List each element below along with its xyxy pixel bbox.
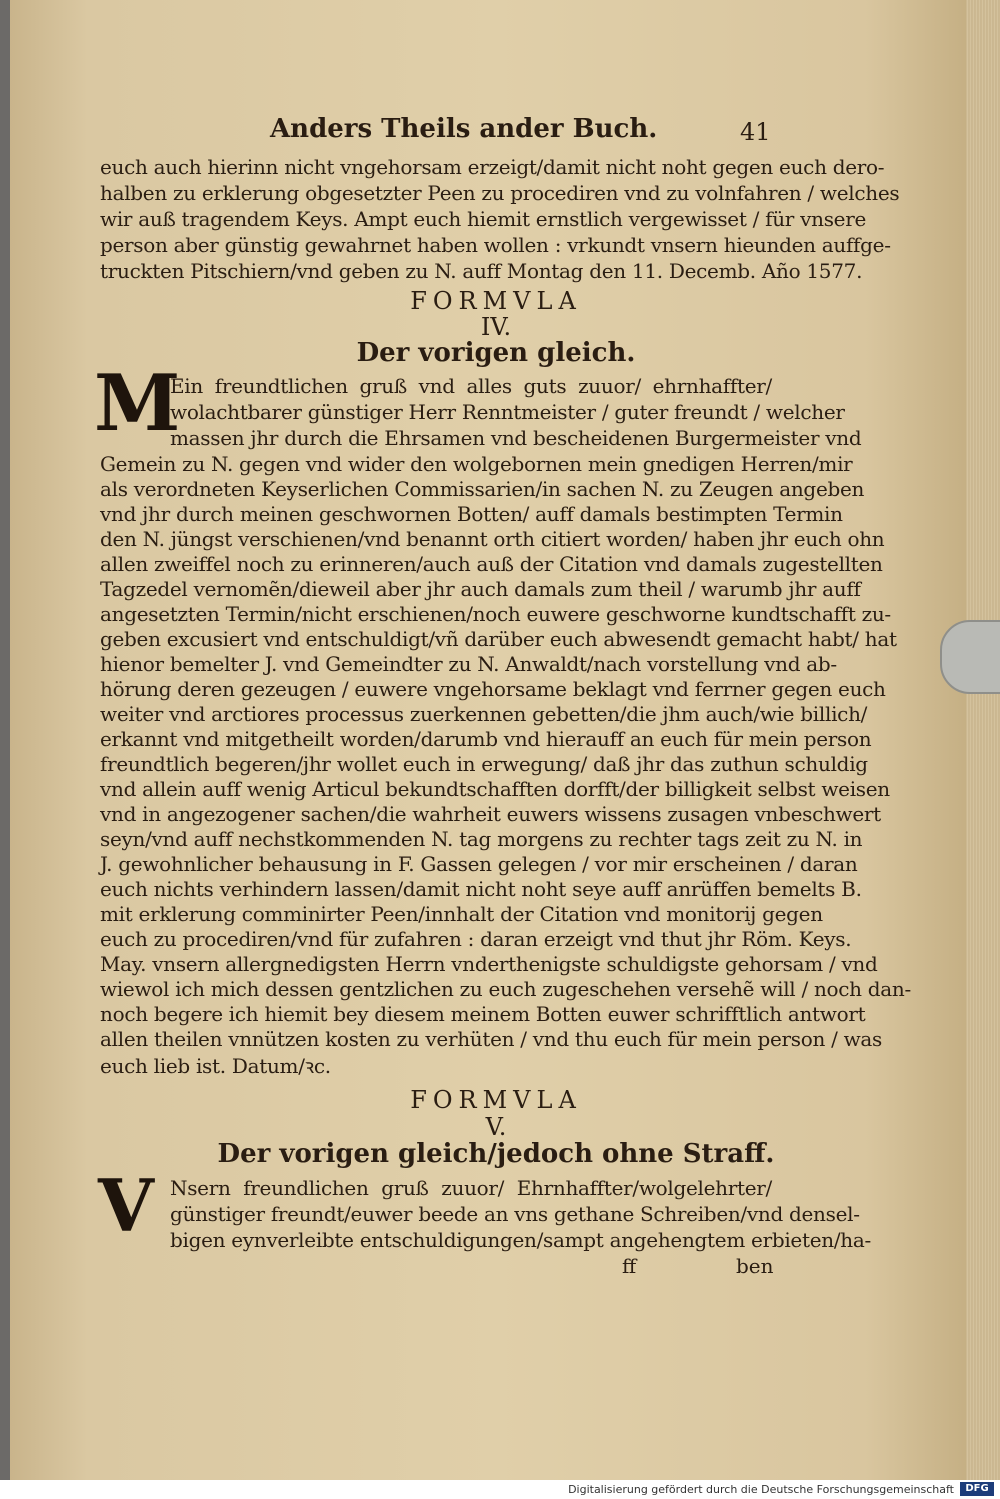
formula-4-line: wiewol ich mich dessen gentzlichen zu euch zugeschehen versehẽ will / noch dan- [100, 977, 911, 1001]
book-page [10, 0, 982, 1480]
formula-5-line: bigen eynverleibte entschuldigungen/sampt angehengtem erbieten/ha- [170, 1228, 871, 1252]
intro-line: wir auß tragendem Keys. Ampt euch hiemit ernstlich vergewisset / für vnsere [100, 207, 866, 231]
footer-bar [0, 1480, 1000, 1499]
formula-4-number: IV. [480, 313, 512, 341]
formula-4-line: Ein freundtlichen gruß vnd alles guts zuuor/ ehrnhaffter/ [170, 374, 772, 398]
intro-line: euch auch hierinn nicht vngehorsam erzeigt/damit nicht noht gegen euch dero- [100, 155, 885, 179]
formula-5-title: FORMVLA [410, 1086, 582, 1114]
formula-4-line: vnd in angezogener sachen/die wahrheit euwers wissens zusagen vnbeschwert [100, 802, 881, 826]
formula-4-line: vnd allein auff wenig Articul bekundtschafften dorfft/der billigkeit selbst weisen [100, 777, 890, 801]
formula-4-line: Tagzedel vernomẽn/dieweil aber jhr auch damals zum theil / warumb jhr auff [100, 577, 861, 601]
intro-line: truckten Pitschiern/vnd geben zu N. auff Montag den 11. Decemb. Año 1577. [100, 259, 863, 283]
formula-4-line: noch begere ich hiemit bey diesem meinem Botten euwer schrifftlich antwort [100, 1002, 866, 1026]
formula-4-line: geben excusiert vnd entschuldigt/vñ darüber euch abwesendt gemacht habt/ hat [100, 627, 897, 651]
formula-4-line: als verordneten Keyserlichen Commissarien/in sachen N. zu Zeugen angeben [100, 477, 865, 501]
formula-4-line: mit erklerung comminirter Peen/innhalt der Citation vnd monitorij gegen [100, 902, 823, 926]
formula-4-line: den N. jüngst verschienen/vnd benannt orth citiert worden/ haben jhr euch ohn [100, 527, 885, 551]
formula-4-line: wolachtbarer günstiger Herr Renntmeister / guter freundt / welcher [170, 400, 845, 424]
formula-4-line: freundtlich begeren/jhr wollet euch in erwegung/ daß jhr das zuthun schuldig [100, 752, 868, 776]
intro-line: halben zu erklerung obgesetzter Peen zu procediren vnd zu volnfahren / welches [100, 181, 900, 205]
formula-4-line: seyn/vnd auff nechstkommenden N. tag morgens zu rechter tags zeit zu N. in [100, 827, 863, 851]
book-clasp-tab [940, 620, 1000, 694]
formula-4-line: euch nichts verhindern lassen/damit nicht noht seye auff anrüffen bemelts B. [100, 877, 862, 901]
formula-4-line: euch zu procediren/vnd für zufahren : daran erzeigt vnd thut jhr Röm. Keys. [100, 927, 852, 951]
page-number: 41 [740, 118, 771, 146]
formula-4-line: Gemein zu N. gegen vnd wider den wolgebornen mein gnedigen Herren/mir [100, 452, 853, 476]
formula-5-line: Nsern freundlichen gruß zuuor/ Ehrnhaffter/wolgelehrter/ [170, 1176, 772, 1200]
formula-5-subtitle: Der vorigen gleich/jedoch ohne Straff. [217, 1139, 775, 1169]
footer-credit: Digitalisierung gefördert durch die Deutsche Forschungsgemeinschaft [568, 1483, 954, 1496]
formula-5-initial: V [98, 1163, 154, 1248]
formula-5-line: günstiger freundt/euwer beede an vns gethane Schreiben/vnd densel- [170, 1202, 860, 1226]
formula-4-subtitle: Der vorigen gleich. [356, 338, 636, 368]
dfg-logo: DFG [960, 1482, 994, 1496]
intro-line: person aber günstig gewahrnet haben wollen : vrkundt vnsern hieunden auffge- [100, 233, 891, 257]
catchword: ben [736, 1254, 774, 1278]
formula-4-line: vnd jhr durch meinen geschwornen Botten/ auff damals bestimpten Termin [100, 502, 843, 526]
formula-4-line: massen jhr durch die Ehrsamen vnd bescheidenen Burgermeister vnd [170, 426, 862, 450]
formula-4-line: angesetzten Termin/nicht erschienen/noch euwere geschworne kundtschafft zu- [100, 602, 891, 626]
formula-4-initial: M [94, 358, 181, 449]
page-block-edge [966, 0, 1000, 1480]
formula-4-line: J. gewohnlicher behausung in F. Gassen gelegen / vor mir erscheinen / daran [100, 852, 858, 876]
formula-4-line: hienor bemelter J. vnd Gemeindter zu N. Anwaldt/nach vorstellung vnd ab- [100, 652, 837, 676]
running-head: Anders Theils ander Buch. [270, 114, 658, 144]
formula-4-line: allen theilen vnnützen kosten zu verhüten / vnd thu euch für mein person / was [100, 1027, 883, 1051]
formula-4-line: May. vnsern allergnedigsten Herrn vnderthenigste schuldigste gehorsam / vnd [100, 952, 878, 976]
formula-5-number: V. [485, 1113, 507, 1141]
formula-4-title: FORMVLA [410, 287, 582, 315]
formula-4-line: erkannt vnd mitgetheilt worden/darumb vnd hierauff an euch für mein person [100, 727, 872, 751]
signature-mark: ff [622, 1254, 637, 1278]
formula-4-line: allen zweiffel noch zu erinneren/auch auß der Citation vnd damals zugestellten [100, 552, 883, 576]
formula-4-line: euch lieb ist. Datum/ꝛc. [100, 1054, 331, 1078]
formula-4-line: weiter vnd arctiores processus zuerkennen gebetten/die jhm auch/wie billich/ [100, 702, 868, 726]
formula-4-line: hörung deren gezeugen / euwere vngehorsame beklagt vnd ferrner gegen euch [100, 677, 886, 701]
